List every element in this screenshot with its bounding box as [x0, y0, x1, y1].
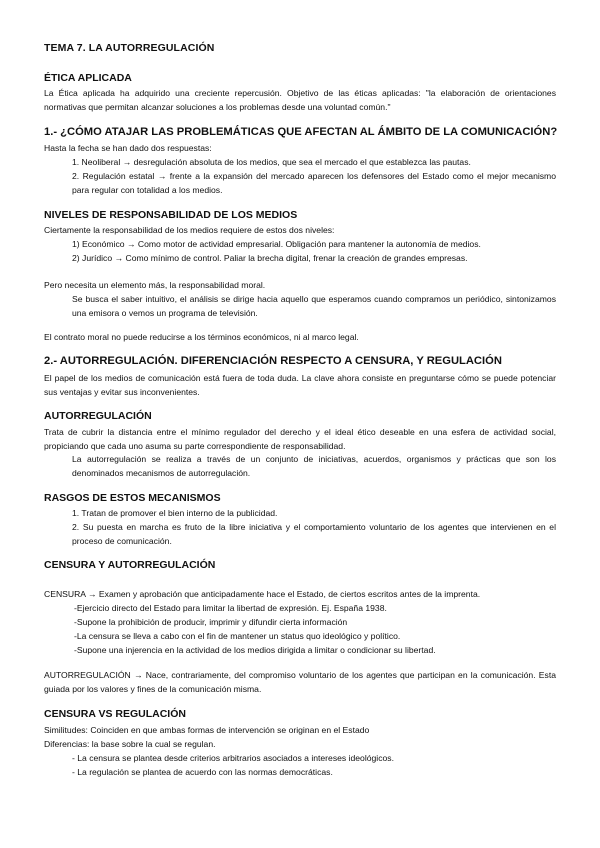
list-item-censura: -Supone una injerencia en la actividad de los medios dirigida a limitar o condicionar su libertad.	[74, 645, 436, 655]
paragraph-s1-intro: Hasta la fecha se han dado dos respuestas:	[44, 143, 212, 153]
list-item-censura: -Ejercicio directo del Estado para limitar la libertad de expresión. Ej. España 1938.	[74, 603, 387, 613]
heading-autorregulacion: AUTORREGULACIÓN	[44, 410, 152, 422]
list-item-juridico: 2) Jurídico → Como mínimo de control. Paliar la brecha digital, frenar la creación de grandes empresas.	[72, 253, 468, 263]
paragraph-censura-definicion: CENSURA → Examen y aprobación que anticipadamente hace el Estado, de ciertos escritos antes de la imprenta.	[44, 589, 481, 599]
paragraph-etica: La Ética aplicada ha adquirido una creciente repercusión. Objetivo de las éticas aplicadas: "la elaboración de orientaciones normativas que permitan alcanzar soluciones a los problemas desde una voluntad común."	[44, 88, 556, 112]
paragraph-niveles-intro: Ciertamente la responsabilidad de los medios requiere de estos dos niveles:	[44, 225, 335, 235]
list-item-economico: 1) Económico → Como motor de actividad empresarial. Obligación para mantener la autonomía de medios.	[72, 239, 481, 249]
paragraph-autorregulacion-mecanismos: La autorregulación se realiza a través de un conjunto de iniciativas, acuerdos, organismos y prácticas que son los denominados mecanismos de autorregulación.	[72, 454, 556, 478]
heading-censura-autorregulacion: CENSURA Y AUTORREGULACIÓN	[44, 559, 216, 571]
heading-etica-aplicada: ÉTICA APLICADA	[44, 72, 132, 84]
heading-section-2: 2.- AUTORREGULACIÓN. DIFERENCIACIÓN RESPECTO A CENSURA, Y REGULACIÓN	[44, 355, 502, 367]
list-item-diferencia: - La censura se plantea desde criterios arbitrarios asociados a intereses ideológicos.	[72, 753, 394, 763]
paragraph-pero: Pero necesita un elemento más, la responsabilidad moral.	[44, 280, 266, 290]
list-item-neoliberal: 1. Neoliberal → desregulación absoluta de los medios, que sea el mercado el que establezca las pautas.	[72, 157, 471, 167]
paragraph-autorregulacion: Trata de cubrir la distancia entre el mínimo regulador del derecho y el ideal ético deseable en una esfera de actividad social, propiciando que cada uno asuma su parte correspondiente de responsabilidad.	[44, 427, 556, 451]
paragraph-contrato-moral: El contrato moral no puede reducirse a los términos económicos, ni al marco legal.	[44, 332, 359, 342]
paragraph-s2: El papel de los medios de comunicación está fuera de toda duda. La clave ahora consiste en preguntarse cómo se puede potenciar sus ventajas y evitar sus inconvenientes.	[44, 373, 556, 397]
list-item-diferencia: - La regulación se plantea de acuerdo con las normas democráticas.	[72, 767, 333, 777]
paragraph-autorregulacion-definicion: AUTORREGULACIÓN → Nace, contrariamente, del compromiso voluntario de los agentes que participan en la comunicación. Esta guiada por los valores y fines de la comunicación misma.	[44, 670, 556, 694]
list-item-censura: -Supone la prohibición de producir, imprimir y difundir cierta información	[74, 617, 348, 627]
heading-section-1: 1.- ¿CÓMO ATAJAR LAS PROBLEMÁTICAS QUE AFECTAN AL ÁMBITO DE LA COMUNICACIÓN?	[44, 126, 558, 138]
document-title: TEMA 7. LA AUTORREGULACIÓN	[44, 42, 215, 54]
heading-rasgos: RASGOS DE ESTOS MECANISMOS	[44, 492, 221, 504]
list-item-regulacion-estatal: 2. Regulación estatal → frente a la expansión del mercado aparecen los defensores del Estado como el mejor mecanismo para regular con totalidad a los medios.	[72, 171, 556, 195]
list-item-rasgo-1: 1. Tratan de promover el bien interno de la publicidad.	[72, 508, 278, 518]
paragraph-diferencias: Diferencias: la base sobre la cual se regulan.	[44, 739, 216, 749]
heading-niveles: NIVELES DE RESPONSABILIDAD DE LOS MEDIOS	[44, 209, 298, 221]
paragraph-similitudes: Similitudes: Coinciden en que ambas formas de intervención se originan en el Estado	[44, 725, 370, 735]
heading-censura-vs-regulacion: CENSURA VS REGULACIÓN	[44, 708, 186, 720]
list-item-censura: -La censura se lleva a cabo con el fin de mantener un status quo ideológico y político.	[74, 631, 401, 641]
paragraph-saber-intuitivo: Se busca el saber intuitivo, el análisis se dirige hacia aquello que esperamos cuando compramos un periódico, sintonizamos una emisora o vemos un programa de televisión.	[72, 294, 556, 318]
list-item-rasgo-2: 2. Su puesta en marcha es fruto de la libre iniciativa y el comportamiento voluntario de los agentes que intervienen en el proceso de comunicación.	[72, 522, 556, 546]
